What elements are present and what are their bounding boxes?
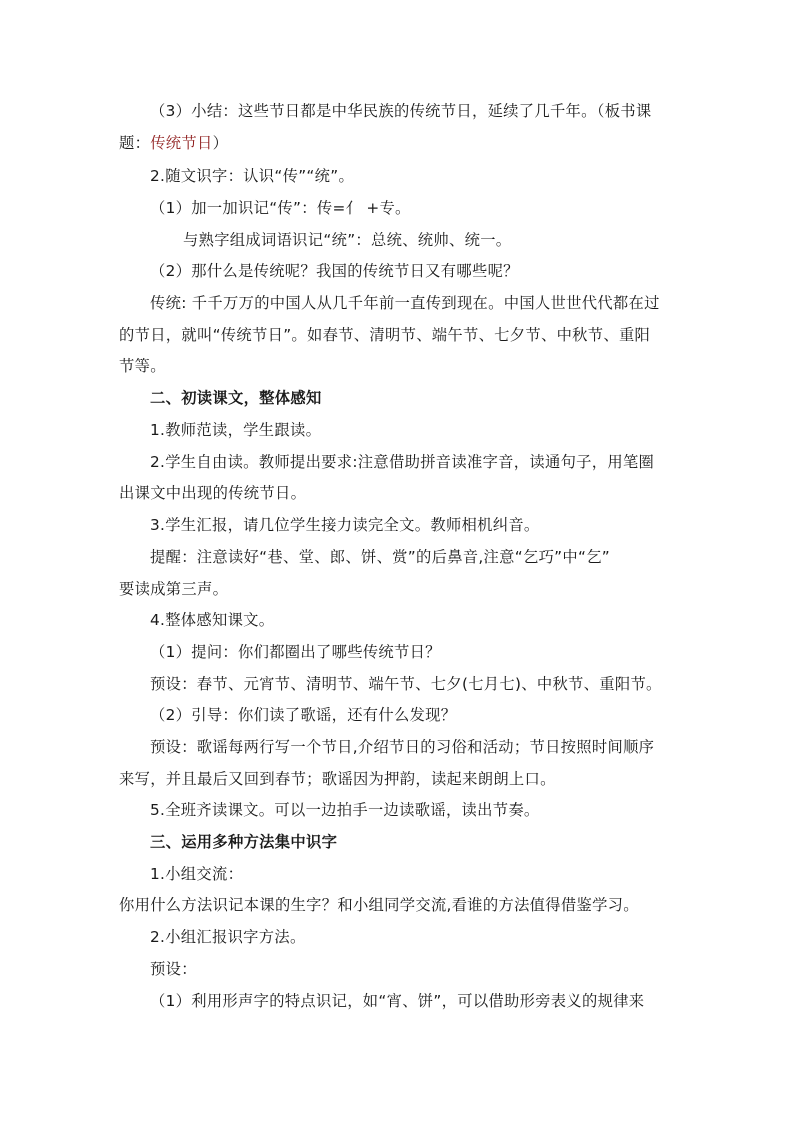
method-line-1: （1）利用形声字的特点识记，如“宵、饼”，可以借助形旁表义的规律来 xyxy=(150,992,645,1010)
section-heading-3: 三、运用多种方法集中识字 xyxy=(150,833,338,851)
blackboard-title-line xyxy=(119,131,228,155)
step-3-line: 3.学生汇报，请几位学生接力读完全文。教师相机纠音。 xyxy=(150,516,540,534)
definition-line-1: 传统: 千千万万的中国人从几千年前一直传到现在。中国人世世代代都在过 xyxy=(150,294,660,312)
summary-line: （3）小结：这些节日都是中华民族的传统节日，延续了几千年。（板书课 xyxy=(150,102,652,120)
group-discussion-line: 1.小组交流： xyxy=(150,865,244,883)
reminder-line-2: 要读成第三声。 xyxy=(119,580,229,598)
step-5-line: 5.全班齐读课文。可以一边拍手一边读歌谣，读出节奏。 xyxy=(150,801,540,819)
preset-label: 预设： xyxy=(150,960,197,978)
expected-answer-line: 预设：春节、元宵节、清明节、端午节、七夕(七月七)、中秋节、重阳节。 xyxy=(150,675,662,693)
guide-line: （2）引导：你们读了歌谣，还有什么发现？ xyxy=(150,706,457,724)
blackboard-prefix: 题： xyxy=(119,134,151,152)
section-heading-2: 二、初读课文，整体感知 xyxy=(150,389,322,407)
expected-finding-line-2: 来写，并且最后又回到春节；歌谣因为押韵，读起来朗朗上口。 xyxy=(119,770,556,788)
definition-line-2: 的节日，就叫“传统节日”。如春节、清明节、端午节、七夕节、中秋节、重阳 xyxy=(119,326,651,344)
blackboard-suffix: ） xyxy=(212,134,229,152)
discussion-prompt-line: 你用什么方法识记本课的生字？和小组同学交流,看谁的方法值得借鉴学习。 xyxy=(119,896,639,914)
expected-finding-line-1: 预设：歌谣每两行写一个节日,介绍节日的习俗和活动；节日按照时间顺序 xyxy=(150,738,655,756)
prompt-question-line: （1）提问：你们都圈出了哪些传统节日？ xyxy=(150,643,441,661)
reminder-line-1: 提醒：注意读好“巷、堂、郎、饼、赏”的后鼻音,注意“乞巧”中“乞” xyxy=(150,548,611,566)
step-4-line: 4.整体感知课文。 xyxy=(150,611,275,629)
definition-line-3: 节等。 xyxy=(119,357,166,375)
step-2-line-2: 出课文中出现的传统节日。 xyxy=(119,484,307,502)
word-group-line: 与熟字组成词语识记“统”：总统、统帅、统一。 xyxy=(183,231,512,249)
step-2-line-1: 2.学生自由读。教师提出要求:注意借助拼音读准字音，读通句子，用笔圈 xyxy=(150,453,655,471)
question-line: （2）那什么是传统呢？我国的传统节日又有哪些呢？ xyxy=(150,262,519,280)
group-report-line: 2.小组汇报识字方法。 xyxy=(150,928,306,946)
blackboard-title: 传统节日 xyxy=(150,134,213,152)
literacy-step-2: 2.随文识字：认识“传”“统”。 xyxy=(150,167,355,185)
step-1-line: 1.教师范读，学生跟读。 xyxy=(150,421,322,439)
add-recognition-line: （1）加一加识记“传”：传=亻 +专。 xyxy=(150,199,411,217)
